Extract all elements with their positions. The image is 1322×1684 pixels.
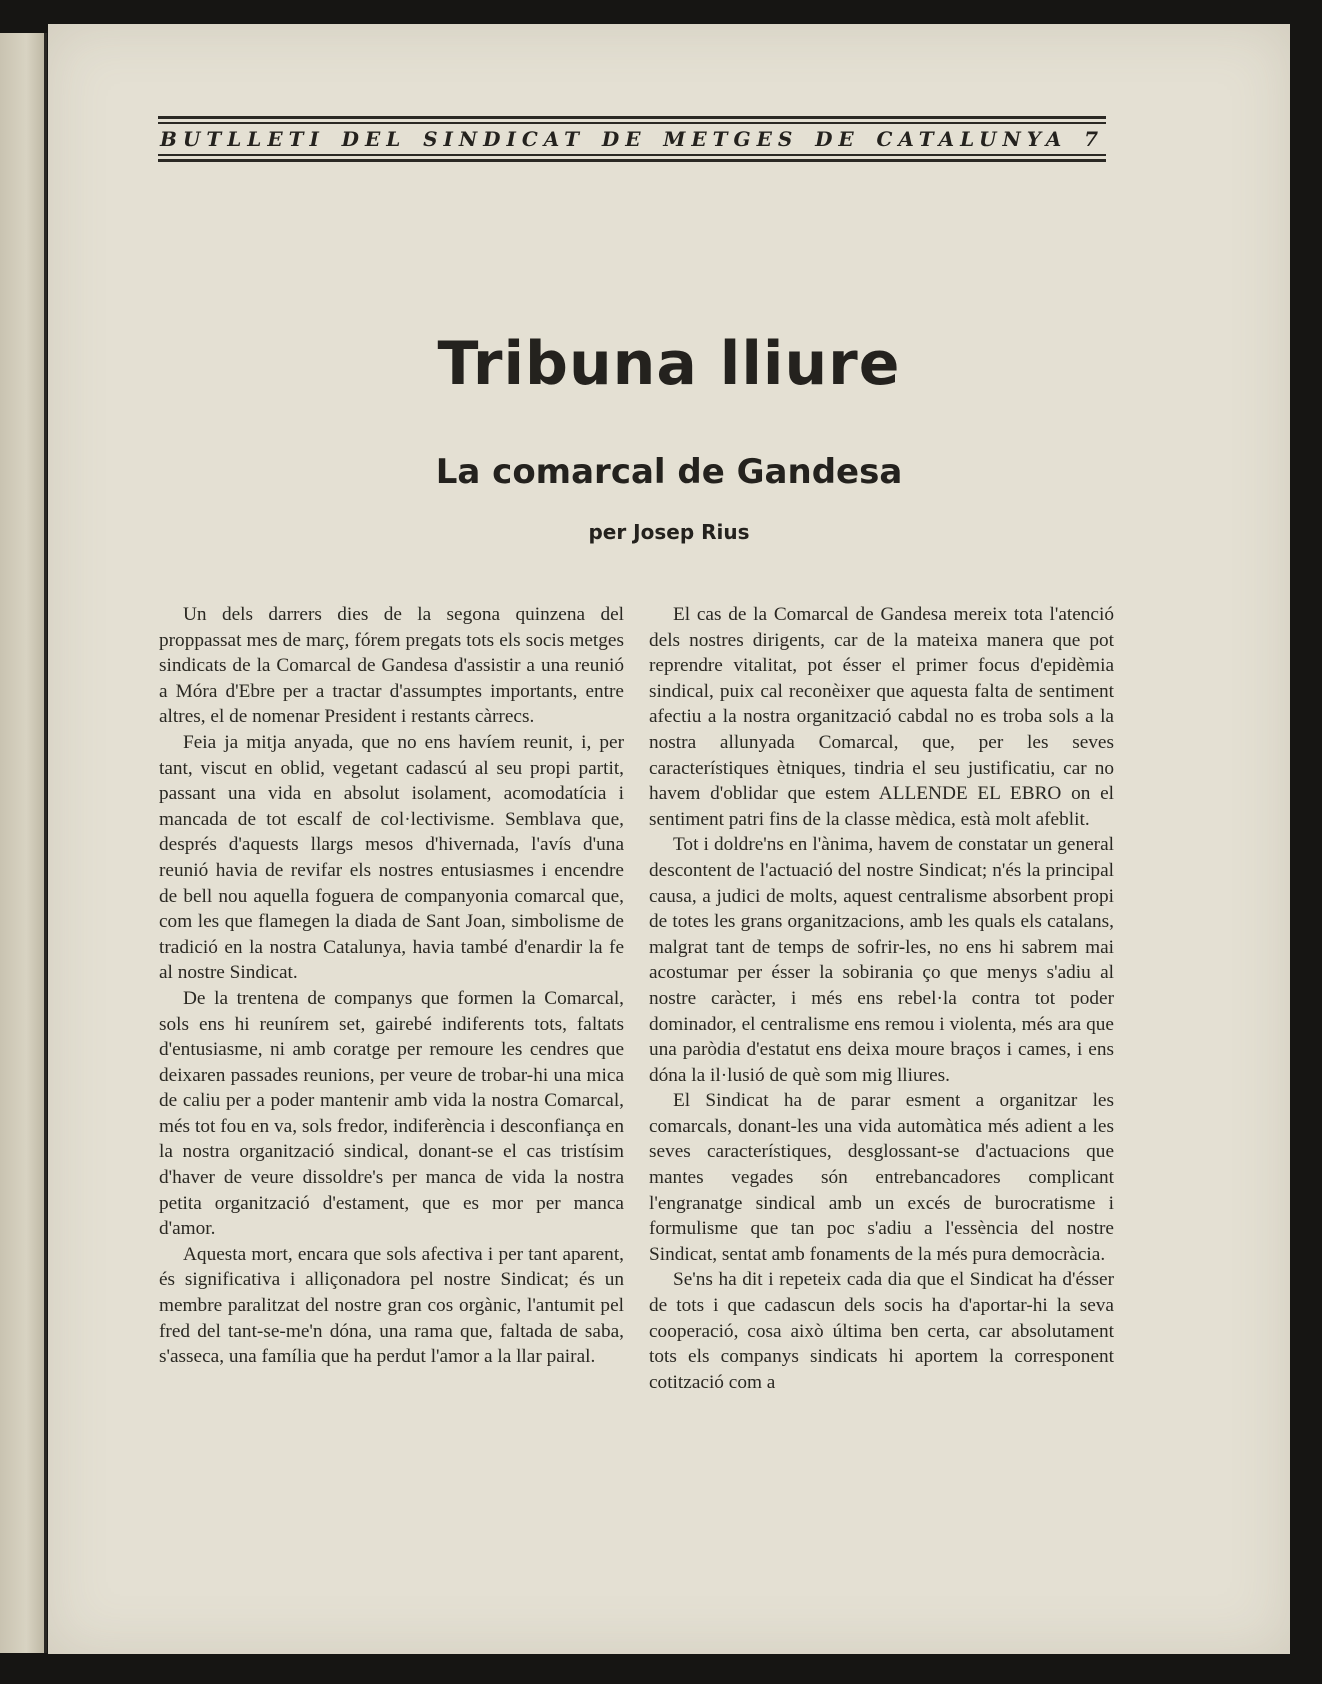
paragraph: Feia ja mitja anyada, que no ens havíem reunit, i, per tant, viscut en oblid, vegetant cadascú al seu propi partit, passant una vida en absolut isolament, acomodatícia i mancada de tot escalf de col·lectivisme. Semblava que, després d'aquests llargs mesos d'hivernada, l'avís d'una reunió havia de revifar els nostres entusiasmes i encendre de bell nou aquella foguera de companyonia comarcal que, com les que flamegen la diada de Sant Joan, simbolisme de tradició en la nostra Catalunya, havia també d'enardir la fe al nostre Sindicat. xyxy=(159,731,624,984)
paragraph: El Sindicat ha de parar esment a organitzar les comarcals, donant-les una vida automàtica més adient a les seves característiques, desglossant-se d'actuacions que mantes vegades són entrebancadores complicant l'engranatge sindical amb un excés de burocratisme i formulisme que tan poc s'adiu a l'essència del nostre Sindicat, sentat amb fonaments de la més pura democràcia. xyxy=(649,1090,1114,1265)
page-number: 7 xyxy=(1084,127,1104,151)
section-title: Tribuna lliure xyxy=(437,329,901,399)
header-bottom-rule xyxy=(158,159,1106,162)
article-byline: per Josep Rius xyxy=(588,520,750,544)
paragraph: El cas de la Comarcal de Gandesa mereix tota l'atenció dels nostres dirigents, car de la mateixa manera que pot reprendre vitalitat, pot ésser el primer focus d'epidèmia sindical, puix cal reconèixer que aquesta falta de sentiment afectiu a la nostra organització cabdal no es troba sols a la nostra allunyada Comarcal, que, per les seves característiques ètniques, tindria el seu justificatiu, car no havem d'oblidar que estem ALLENDE EL EBRO on el sentiment patri fins de la classe mèdica, està molt afeblit. xyxy=(649,604,1114,830)
right-column xyxy=(649,602,1114,1395)
left-column xyxy=(159,602,624,1370)
adjacent-page-edge xyxy=(0,33,47,1653)
document-page xyxy=(48,24,1290,1654)
header-word: DE xyxy=(601,127,647,151)
header-word: CATALUNYA xyxy=(876,127,1068,151)
paragraph: Se'ns ha dit i repeteix cada dia que el Sindicat ha d'ésser de tots i que cadascun dels socis ha d'aportar-hi la seva cooperació, cosa això última ben certa, car absolutament tots els companys sindicats hi aportem la corresponent cotització com a xyxy=(649,1269,1114,1393)
paragraph: Aquesta mort, encara que sols afectiva i per tant aparent, és significativa i alliçonadora pel nostre Sindicat; és un membre paralitzat del nostre gran cos orgànic, l'antumit pel fred del tant-se-me'n dóna, una rama que, faltada de saba, s'asseca, una família que ha perdut l'amor a la llar pairal. xyxy=(159,1243,624,1368)
header-word: METGES xyxy=(663,127,799,151)
paragraph: Un dels darrers dies de la segona quinzena del proppassat mes de març, fórem pregats tots els socis metges sindicats de la Comarcal de Gandesa d'assistir a una reunió a Móra d'Ebre per a tractar d'assumptes importants, entre altres, el de nomenar President i restants càrrecs. xyxy=(159,604,624,728)
header-word: DEL xyxy=(341,127,407,151)
paragraph: Tot i doldre'ns en l'ànima, havem de constatar un general descontent de l'actuació del nostre Sindicat; n'és la principal causa, a judici de molts, aquest centralisme absorbent propi de totes les grans organitzacions, amb les quals els catalans, malgrat tant de temps de sofrir-les, no ens hi sabrem mai acostumar per ésser la sobirania ço que menys s'adiu al nostre caràcter, i més ens rebel·la contra tot poder dominador, el centralisme ens remou i violenta, més ara que una paròdia d'estatut ens deixa moure braços i cames, i ens dóna la il·lusió de què som mig lliures. xyxy=(649,834,1114,1086)
header-word: SINDICAT xyxy=(423,127,586,151)
header-bottom-rule-inner xyxy=(158,154,1106,156)
header-text xyxy=(158,124,1106,154)
paragraph: De la trentena de companys que formen la Comarcal, sols ens hi reunírem set, gairebé indiferents tots, faltats d'entusiasme, ni amb coratge per remoure les cendres que deixaren passades reunions, per veure de trobar-hi una mica de caliu per a poder mantenir amb vida la nostra Comarcal, més tot fou en va, sols fredor, indiferència i desconfiança en la nostra organització sindical, donant-se el cas tristísim d'haver de veure dissoldre's per manca de vida la nostra petita organització d'estament, que es mor per manca d'amor. xyxy=(159,987,624,1240)
header-word: DE xyxy=(815,127,860,151)
header-top-rule xyxy=(158,116,1106,119)
article-title: La comarcal de Gandesa xyxy=(435,452,903,492)
header-word: BUTLLETI xyxy=(160,127,325,151)
running-header xyxy=(158,116,1106,162)
